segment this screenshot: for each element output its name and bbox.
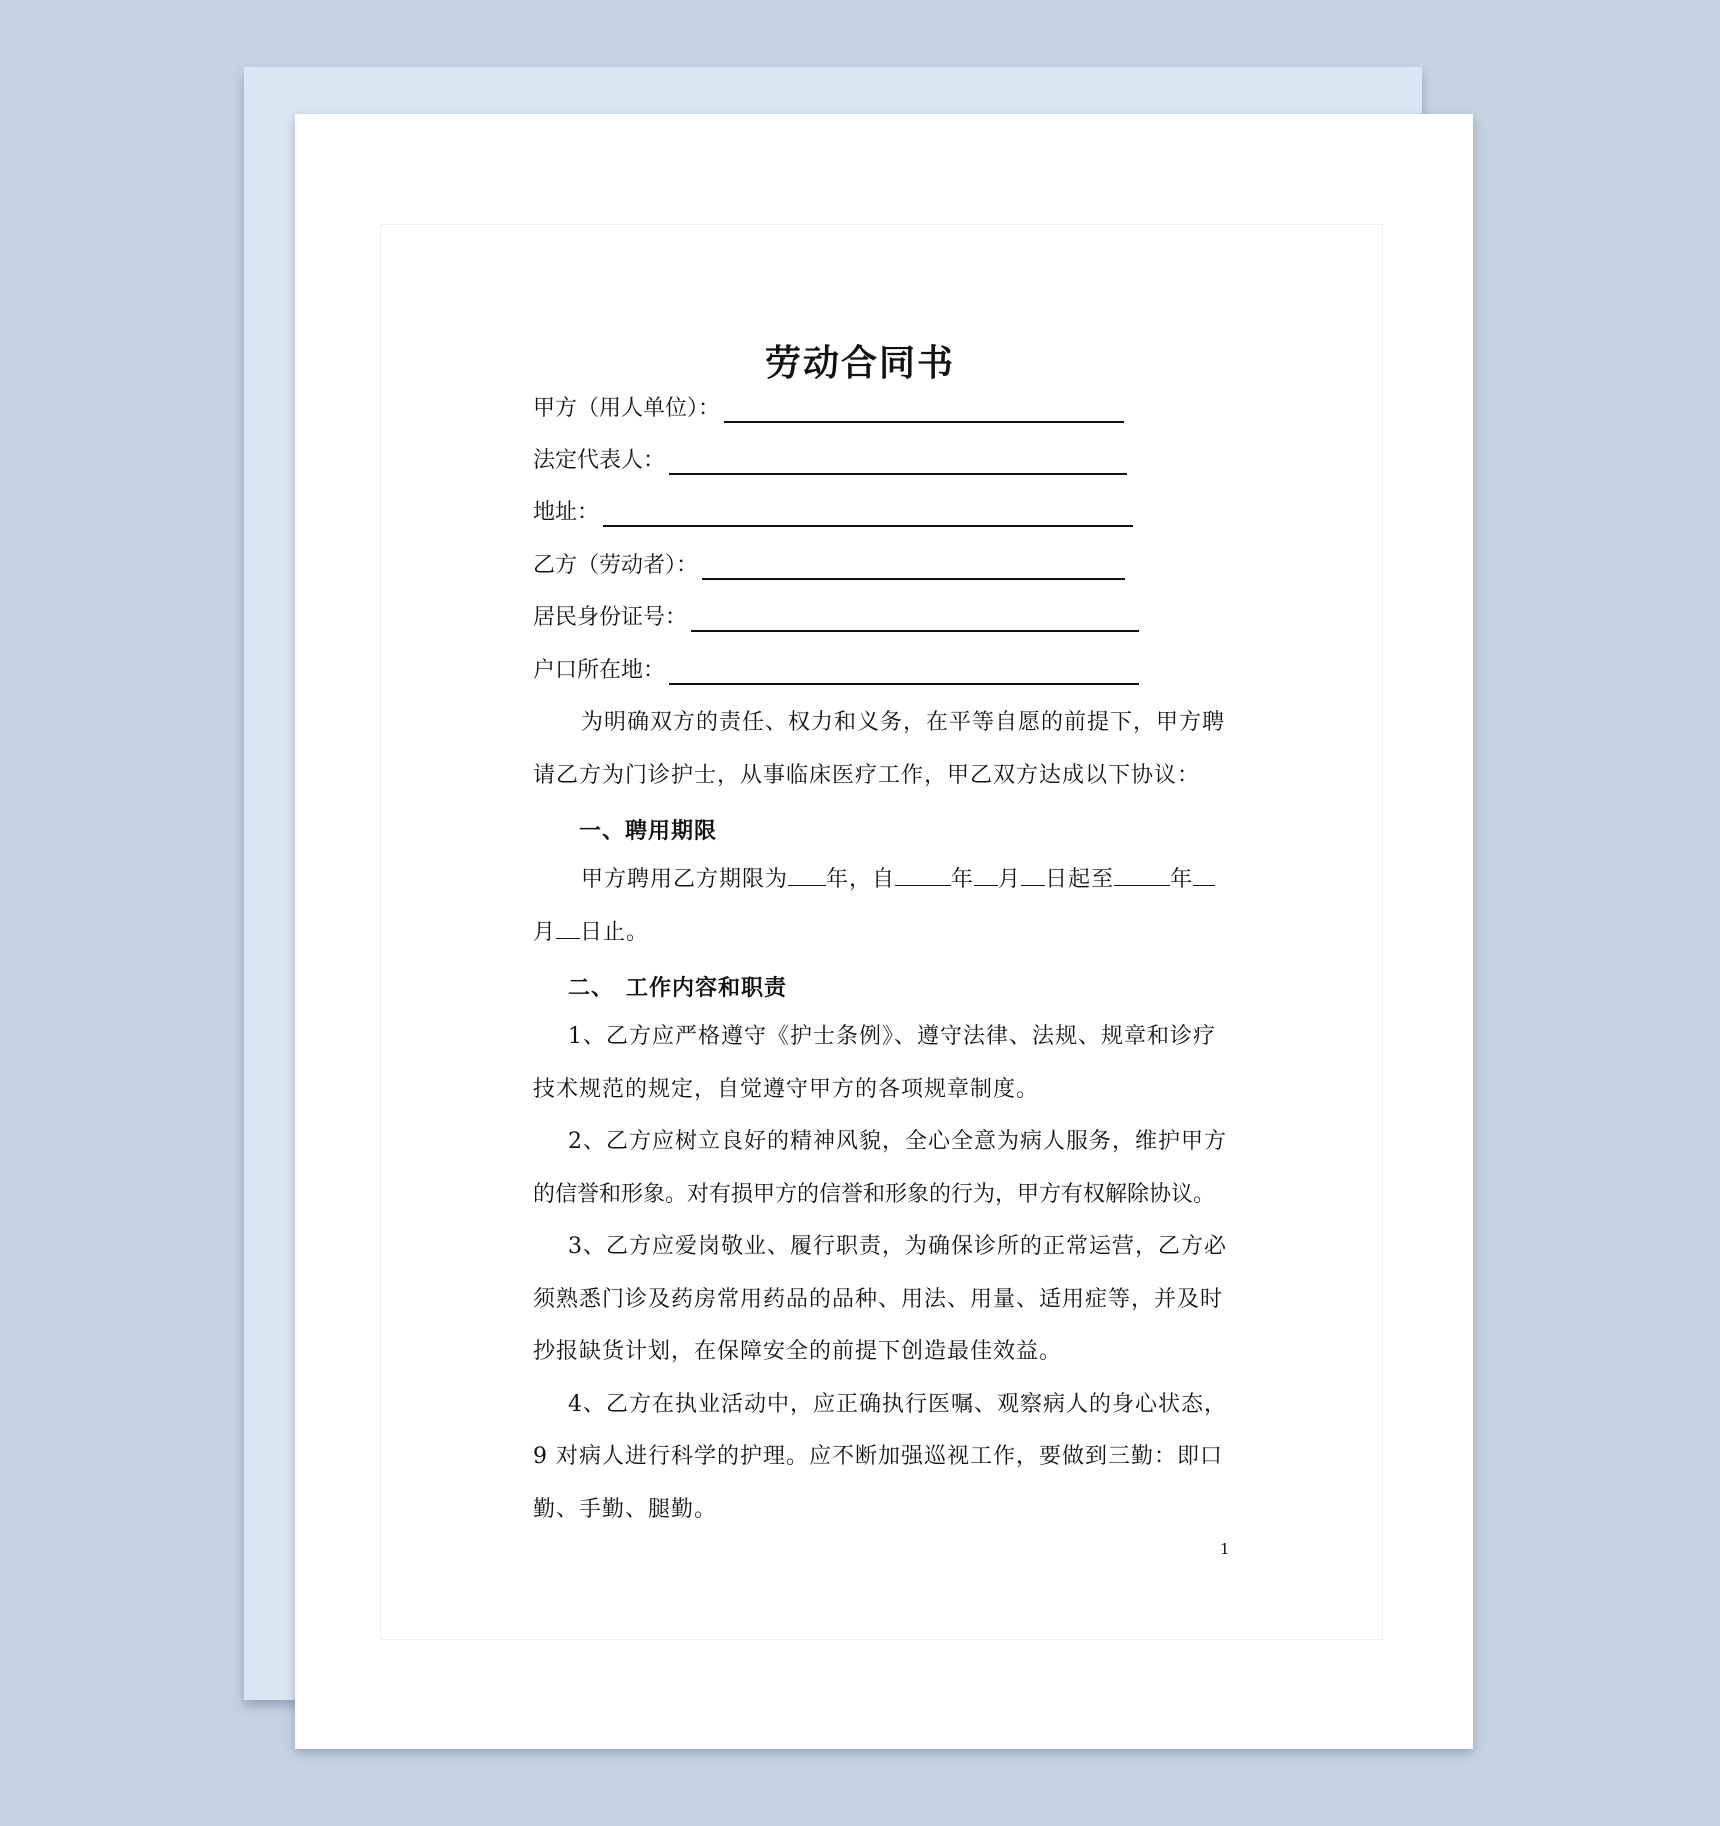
blank-line — [603, 503, 1133, 527]
blank-line — [691, 608, 1139, 632]
field-label: 地址： — [533, 500, 600, 525]
field-label: 乙方（劳动者）： — [533, 553, 699, 578]
intro-paragraph: 为明确双方的责任、权力和义务，在平等自愿的前提下，甲方聘 请乙方为门诊护士，从事临床医疗工作，甲乙双方达成以下协议： — [533, 710, 1226, 788]
field-label: 户口所在地： — [533, 658, 666, 683]
blank-line — [724, 399, 1124, 423]
field-label: 法定代表人： — [533, 448, 666, 473]
field-id-number — [533, 602, 1139, 632]
duties-paragraphs: 1、乙方应严格遵守《护士条例》、遵守法律、法规、规章和诊疗 技术规范的规定，自觉遵守甲方的各项规章制度。 2、乙方应树立良好的精神风貌，全心全意为病人服务，维护甲方 的信誉和形象。对有损甲方的信誉和形象的行为，甲方有权解除协议。 3、乙方应爱岗敬业、履行职责，为确保诊所的正常运营，乙方必 须熟悉门诊及药房常用药品的品种、用法、用量、适用症等，并及时 抄报缺货计划，在保障安全的前提下创造最佳效益。 4、乙方在执业活动中，应正确执行医嘱、观察病人的身心状态， 9 对病人进行科学的护理。应不断加强巡视工作，要做到三勤：即口 勤、手勤、腿勤。 — [533, 1024, 1227, 1522]
blank-line — [669, 451, 1127, 475]
field-party-a — [533, 393, 1124, 423]
section-heading-2: 二、 工作内容和职责 — [568, 975, 788, 1001]
field-party-b — [533, 550, 1125, 580]
term-paragraph: 甲方聘用乙方期限为 年，自 年 月 日起至 年 月 日止。 — [533, 854, 1233, 959]
section-heading-1: 一、聘用期限 — [579, 818, 718, 844]
field-address — [533, 497, 1133, 527]
page-number: 1 — [1220, 1540, 1230, 1558]
blank-line — [702, 556, 1125, 580]
document-title: 劳动合同书 — [764, 342, 955, 384]
blank-line — [669, 661, 1139, 685]
field-label: 居民身份证号： — [533, 605, 688, 630]
field-label: 甲方（用人单位）： — [533, 396, 721, 421]
field-legal-rep — [533, 445, 1127, 475]
field-hukou — [533, 655, 1139, 685]
